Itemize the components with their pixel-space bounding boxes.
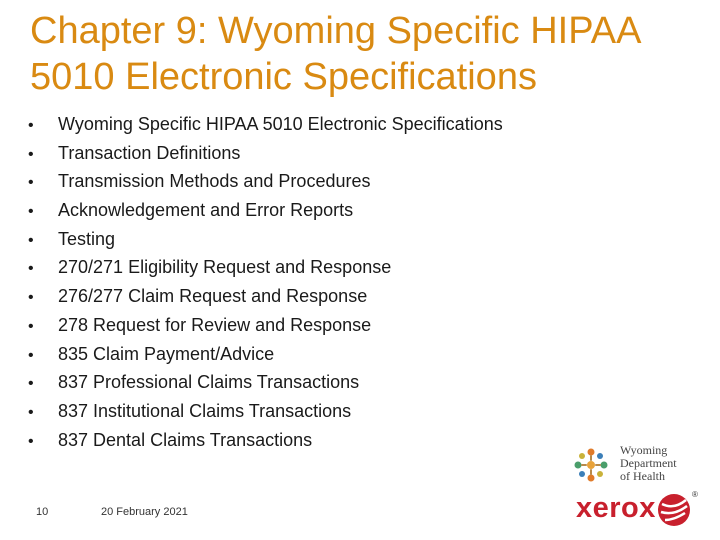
wyoming-health-emblem-icon (566, 440, 616, 490)
list-item (28, 430, 503, 459)
list-item (28, 143, 503, 172)
list-item (28, 401, 503, 430)
bullet-icon: • (28, 375, 34, 393)
list-item (28, 171, 503, 200)
xerox-sphere-icon (656, 492, 692, 528)
list-item (28, 286, 503, 315)
list-item-text: Transaction Definitions (58, 142, 241, 163)
list-item (28, 372, 503, 401)
wyoming-logo-line: Wyoming (620, 443, 668, 457)
list-item (28, 257, 503, 286)
list-item-text: 835 Claim Payment/Advice (58, 343, 275, 364)
bullet-icon: • (28, 317, 34, 335)
list-item (28, 200, 503, 229)
bullet-icon: • (28, 117, 34, 134)
list-item (28, 315, 503, 344)
list-item (28, 114, 503, 143)
registered-mark: ® (692, 490, 698, 499)
list-item-text: 837 Dental Claims Transactions (58, 429, 313, 450)
list-item-text: 278 Request for Review and Response (58, 314, 372, 335)
list-item-text: Wyoming Specific HIPAA 5010 Electronic Specifications (58, 114, 503, 134)
bullet-icon: • (28, 346, 34, 364)
list-item-text: 837 Professional Claims Transactions (58, 372, 360, 393)
bullet-icon: • (28, 432, 34, 450)
bullet-list (28, 114, 503, 458)
list-item (28, 229, 503, 258)
wyoming-logo-line: of Health (620, 469, 665, 483)
bullet-icon: • (28, 203, 34, 221)
bullet-icon: • (28, 231, 34, 249)
list-item-text: 837 Institutional Claims Transactions (58, 400, 352, 421)
bullet-icon: • (28, 289, 34, 307)
list-item (28, 344, 503, 373)
bullet-icon: • (28, 174, 34, 192)
xerox-wordmark: xerox (576, 492, 656, 524)
list-item-text: Testing (58, 228, 116, 249)
list-item-text: 276/277 Claim Request and Response (58, 286, 368, 307)
slide-title: Chapter 9: Wyoming Specific HIPAA 5010 Electronic Specifications (30, 10, 640, 98)
list-item-text: 270/271 Eligibility Request and Response (58, 257, 392, 278)
bullet-icon: • (28, 145, 34, 163)
slide-date: 20 February 2021 (101, 506, 188, 518)
list-item-text: Acknowledgement and Error Reports (58, 200, 354, 221)
wyoming-logo-text (620, 444, 700, 483)
bullet-icon: • (28, 403, 34, 421)
xerox-logo (576, 490, 701, 530)
bullet-icon: • (28, 260, 34, 278)
list-item-text: Transmission Methods and Procedures (58, 171, 371, 192)
wyoming-health-logo (566, 440, 696, 490)
wyoming-logo-line: Department (620, 456, 677, 470)
page-number: 10 (36, 506, 49, 518)
